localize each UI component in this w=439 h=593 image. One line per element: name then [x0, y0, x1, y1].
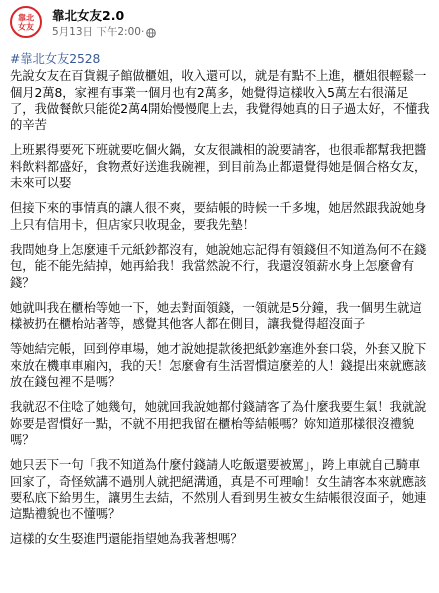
post-paragraph: 這樣的女生娶進門還能指望她為我著想嗎？ [10, 532, 243, 547]
meta-separator: · [140, 26, 145, 38]
page-logo-icon [12, 8, 40, 36]
post-paragraph: 但接下來的事情真的讓人很不爽，要結帳的時候一千多塊，她居然跟我說她身上只有信用卡，但店家只收現金，要我先墊！ [10, 201, 427, 232]
post-paragraph: 我就忍不住唸了她幾句，她就回我說她都付錢請客了為什麼我要生氣！我就說妳要是習慣好一點，不就不用把我留在櫃枱等結帳嗎？妳知道那樣很沒禮貌嗎？ [10, 400, 427, 447]
page-name[interactable]: 靠北女友2.0 [52, 8, 125, 23]
post-paragraph: 她就叫我在櫃枱等她一下，她去對面領錢，一領就是5分鐘，我一個男生就這樣被扔在櫃枱站著等，感覺其他客人都在側目，讓我覺得超沒面子 [10, 300, 422, 332]
page-avatar[interactable] [10, 6, 42, 38]
post-header [0, 0, 439, 46]
svg-text:女友: 女友 [18, 22, 34, 32]
post-timestamp[interactable]: 5月13日 下午2:00 [52, 26, 141, 38]
globe-icon [146, 28, 156, 38]
post-paragraph: 等她結完帳，回到停車場，她才說她提款後把紙鈔塞進外套口袋，外套又脫下來放在機車車廂內，我的天！怎麼會有生活習慣這麼差的人！錢提出來就應該放在錢包裡不是嗎？ [10, 342, 427, 390]
post-paragraph: 我問她身上怎麼連千元紙鈔都沒有，她說她忘記得有領錢但不知道為何不在錢包，能不能先結掉，她再給我！我當然說不行，我還沒領薪水身上怎麼會有錢？ [10, 242, 427, 290]
post-body [10, 51, 430, 557]
hashtag-link[interactable]: #靠北女友2528 [10, 52, 101, 66]
post-paragraph: 先說女友在百貨親子館做櫃姐，收入還可以，就是有點不上進，櫃姐很輕鬆一個月2萬8，家裡有事業一個月也有2萬多，她覺得這樣收入5萬左右很滿足了，我做餐飲只能從2萬4開始慢慢爬上去，我覺得她真的日子過太好，不懂我的辛苦 [10, 69, 430, 133]
svg-text:靠北: 靠北 [18, 13, 34, 23]
post-meta [52, 26, 156, 39]
post-paragraph: 她只丟下一句「我不知道為什麼付錢請人吃飯還要被罵」，跨上車就自己騎車回家了，奇怪欸講不過別人就把絕溝通，真是不可理喻！女生請客本來就應該要私底下給男生，讓男生去結，不然別人看到男生被女生結帳很沒面子，她連這點禮貌也不懂嗎？ [10, 458, 427, 522]
post-paragraph: 上班累得要死下班就要吃個火鍋，女友很識相的說要請客，也很乖都幫我把醬料飲料都盛好，食物煮好送進我碗裡，到目前為止都還覺得她是個合格女友，未來可以娶 [10, 143, 427, 191]
